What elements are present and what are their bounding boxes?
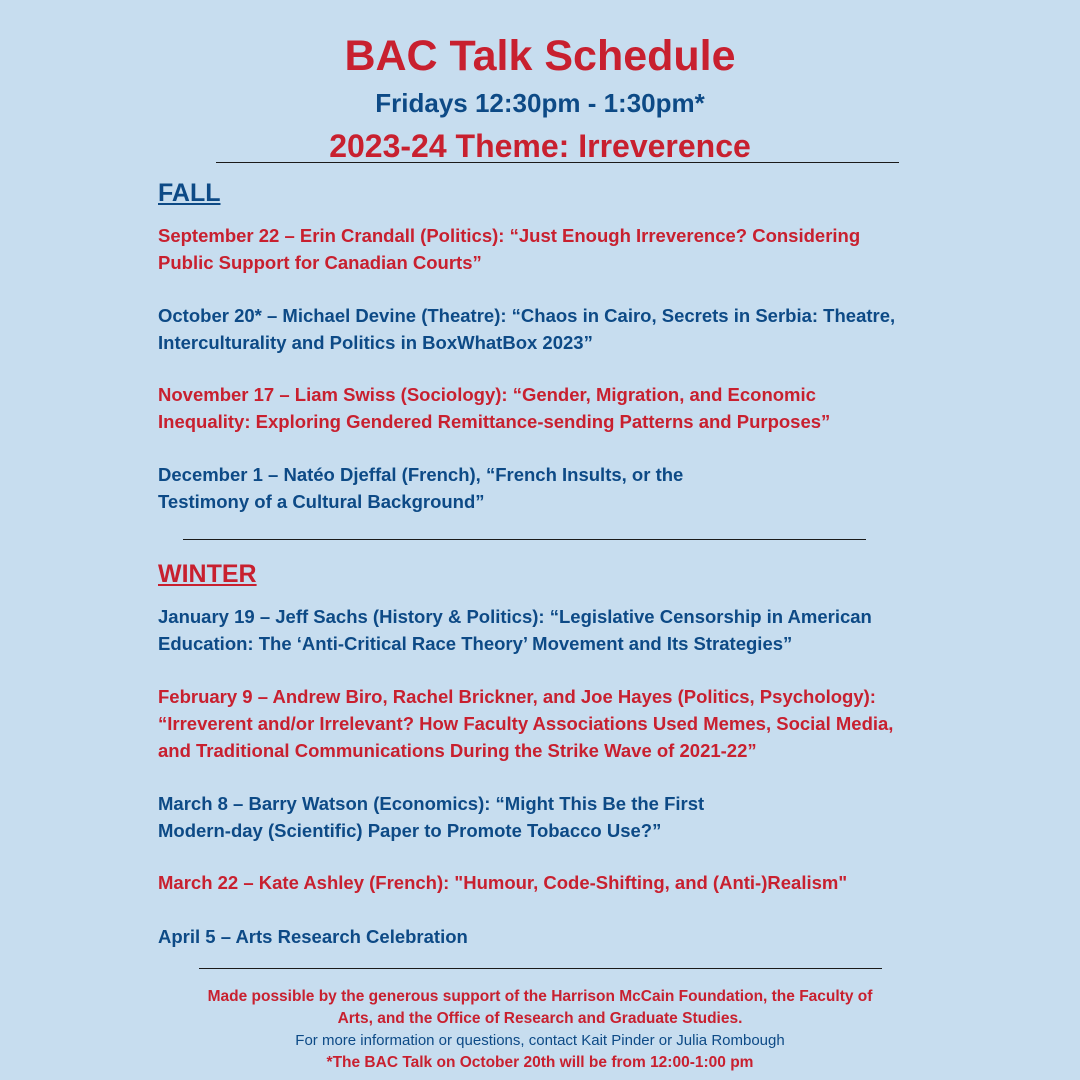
event-winter-4: March 22 – Kate Ashley (French): "Humour, Code-Shifting, and (Anti-)Realism" bbox=[158, 872, 848, 893]
event-fall-2: October 20* – Michael Devine (Theatre): “Chaos in Cairo, Secrets in Serbia: Theatre, Interculturality and Politics in BoxWhatBox 2023” bbox=[158, 305, 896, 353]
time-change-note: *The BAC Talk on October 20th will be from 12:00-1:00 pm bbox=[326, 1054, 754, 1071]
header-divider bbox=[216, 162, 899, 163]
contact-line: For more information or questions, contact Kait Pinder or Julia Rombough bbox=[295, 1032, 785, 1049]
event-winter-2: February 9 – Andrew Biro, Rachel Brickner, and Joe Hayes (Politics, Psychology): “Irreverent and/or Irrelevant? How Faculty Associations Used Memes, Social Media, and Traditional Communications During the Strike Wave of 2021-22” bbox=[158, 686, 894, 761]
section-divider bbox=[183, 539, 866, 540]
winter-heading: WINTER bbox=[158, 560, 257, 588]
theme-title: 2023-24 Theme: Irreverence bbox=[329, 128, 751, 164]
event-fall-3: November 17 – Liam Swiss (Sociology): “Gender, Migration, and Economic Inequality: Exploring Gendered Remittance-sending Patterns and Purposes” bbox=[158, 384, 831, 432]
event-winter-3: March 8 – Barry Watson (Economics): “Might This Be the First Modern-day (Scientific) Paper to Promote Tobacco Use?” bbox=[158, 793, 705, 841]
event-fall-4: December 1 – Natéo Djeffal (French), “French Insults, or the Testimony of a Cultural Background” bbox=[158, 464, 684, 512]
page-title: BAC Talk Schedule bbox=[344, 32, 736, 80]
event-winter-1: January 19 – Jeff Sachs (History & Politics): “Legislative Censorship in American Education: The ‘Anti-Critical Race Theory’ Movement and Its Strategies” bbox=[158, 606, 872, 654]
support-line-1: Made possible by the generous support of the Harrison McCain Foundation, the Faculty of bbox=[207, 988, 873, 1005]
footer-divider bbox=[199, 968, 882, 969]
fall-heading: FALL bbox=[158, 179, 221, 207]
event-winter-5: April 5 – Arts Research Celebration bbox=[158, 926, 468, 947]
schedule-time: Fridays 12:30pm - 1:30pm* bbox=[375, 88, 705, 118]
event-fall-1: September 22 – Erin Crandall (Politics): “Just Enough Irreverence? Considering Public Support for Canadian Courts” bbox=[158, 225, 861, 273]
support-line-2: Arts, and the Office of Research and Graduate Studies. bbox=[337, 1010, 743, 1027]
